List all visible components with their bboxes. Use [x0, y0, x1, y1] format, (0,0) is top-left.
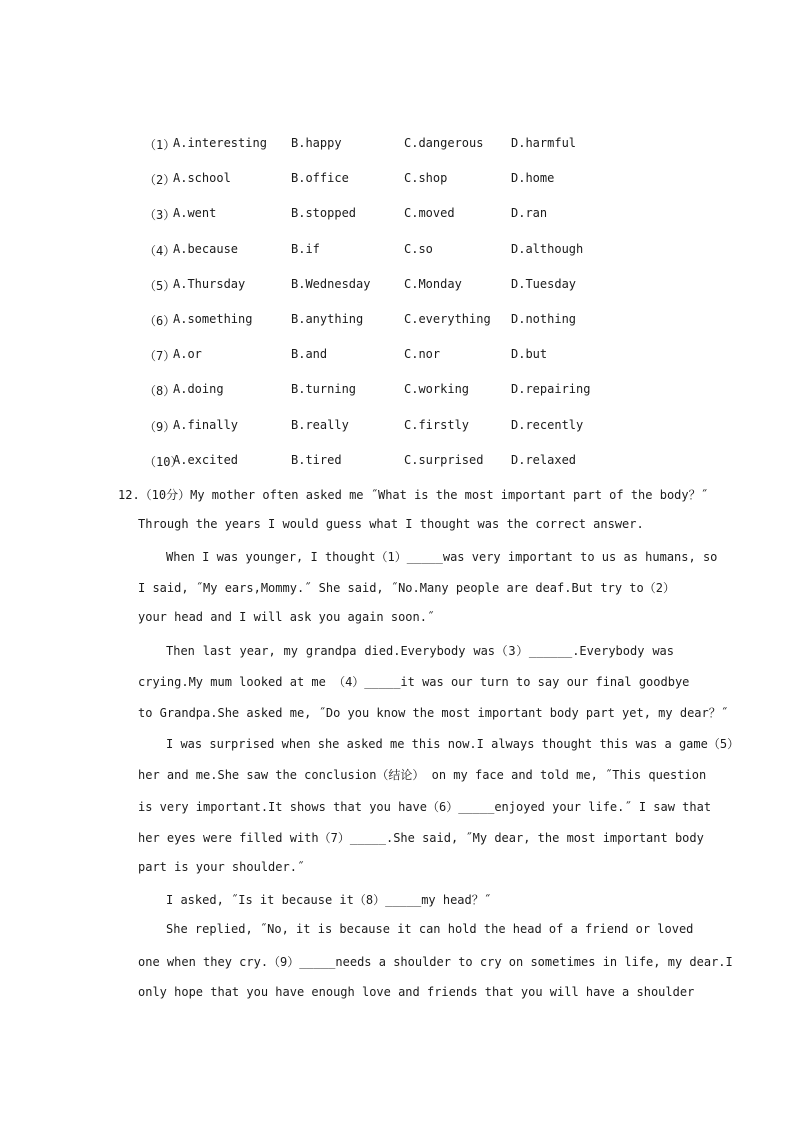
option-number: （5）: [144, 278, 176, 293]
option-b: B.really: [291, 417, 349, 432]
option-row-3: [144, 206, 624, 241]
option-d: D.Tuesday: [511, 276, 577, 291]
option-number: （10）: [144, 454, 183, 469]
option-row-1: [144, 136, 624, 171]
option-a: A.interesting: [173, 136, 267, 150]
option-d: D.relaxed: [511, 452, 577, 467]
option-c: C.Monday: [404, 276, 462, 291]
option-a: A.Thursday: [173, 276, 246, 291]
option-number: （3）: [144, 208, 176, 223]
option-row-6: [144, 312, 624, 347]
option-c: C.shop: [404, 171, 448, 186]
option-number: （6）: [144, 313, 176, 328]
option-b: B.stopped: [291, 206, 357, 221]
option-a: A.because: [173, 241, 239, 256]
passage-line: to Grandpa.She asked me, ˝Do you know the most important body part yet, my dear？˝: [138, 705, 728, 720]
option-a: A.or: [173, 347, 202, 362]
option-a: A.something: [173, 311, 253, 326]
option-c: C.nor: [404, 347, 441, 362]
question-heading-continued: Through the years I would guess what I thought was the correct answer.: [138, 517, 644, 531]
question-12: [118, 486, 740, 1016]
option-row-10: [144, 453, 624, 488]
option-d: D.although: [511, 241, 584, 256]
option-d: D.recently: [511, 417, 584, 432]
option-d: D.home: [511, 171, 555, 186]
option-row-7: [144, 347, 624, 382]
option-a: A.excited: [173, 452, 239, 467]
option-a: A.went: [173, 206, 217, 221]
option-number: （7）: [144, 349, 176, 364]
option-d: D.repairing: [511, 382, 591, 397]
passage-line: When I was younger, I thought（1）_____was very important to us as humans, so: [166, 550, 718, 564]
option-c: C.working: [404, 382, 470, 397]
option-c: C.so: [404, 241, 433, 256]
answer-options: [144, 136, 624, 488]
option-b: B.if: [291, 241, 320, 256]
passage-line: only hope that you have enough love and friends that you will have a shoulder: [138, 984, 695, 999]
option-d: D.nothing: [511, 311, 577, 326]
option-row-8: [144, 382, 624, 417]
option-c: C.everything: [404, 311, 491, 326]
option-b: B.Wednesday: [291, 276, 371, 291]
question-heading: 12.（10分）My mother often asked me ˝What is the most important part of the body？˝: [118, 488, 708, 502]
option-number: （8）: [144, 384, 176, 399]
option-row-5: [144, 277, 624, 312]
option-row-4: [144, 242, 624, 277]
option-b: B.happy: [291, 136, 342, 150]
option-row-9: [144, 418, 624, 453]
passage-line: She replied, ˝No, it is because it can hold the head of a friend or loved: [166, 922, 694, 937]
option-b: B.turning: [291, 382, 357, 397]
passage-line: her eyes were filled with（7）_____.She said, ˝My dear, the most important body: [138, 830, 704, 845]
option-c: C.firstly: [404, 417, 470, 432]
option-d: D.harmful: [511, 136, 577, 150]
option-number: （1）: [144, 138, 176, 152]
passage-line: one when they cry.（9）_____needs a shoulder to cry on sometimes in life, my dear.I: [138, 955, 733, 970]
option-b: B.office: [291, 171, 349, 186]
option-c: C.dangerous: [404, 136, 484, 150]
option-number: （9）: [144, 419, 176, 434]
passage-line: I was surprised when she asked me this now.I always thought this was a game（5）: [166, 737, 740, 752]
option-number: （4）: [144, 243, 176, 258]
option-c: C.moved: [404, 206, 455, 221]
passage: [118, 548, 740, 1016]
option-a: A.finally: [173, 417, 239, 432]
option-b: B.tired: [291, 452, 342, 467]
passage-line: I asked, ˝Is it because it（8）_____my head？˝: [166, 893, 491, 908]
option-d: D.ran: [511, 206, 548, 221]
passage-line: is very important.It shows that you have（6）_____enjoyed your life.˝ I saw that: [138, 799, 712, 814]
option-a: A.doing: [173, 382, 224, 397]
option-b: B.and: [291, 347, 328, 362]
option-number: （2）: [144, 173, 176, 188]
option-a: A.school: [173, 171, 231, 186]
option-c: C.surprised: [404, 452, 484, 467]
option-row-2: [144, 171, 624, 206]
passage-line: I said, ˝My ears,Mommy.˝ She said, ˝No.Many people are deaf.But try to（2）: [138, 581, 675, 596]
option-b: B.anything: [291, 311, 364, 326]
passage-line: Then last year, my grandpa died.Everybody was（3）______.Everybody was: [166, 643, 674, 658]
passage-line: her and me.She saw the conclusion（结论） on my face and told me, ˝This question: [138, 768, 707, 783]
passage-line: part is your shoulder.˝: [138, 859, 305, 874]
passage-line: crying.My mum looked at me （4）_____it was our turn to say our final goodbye: [138, 674, 690, 689]
passage-line: your head and I will ask you again soon.˝: [138, 610, 435, 625]
option-d: D.but: [511, 347, 548, 362]
